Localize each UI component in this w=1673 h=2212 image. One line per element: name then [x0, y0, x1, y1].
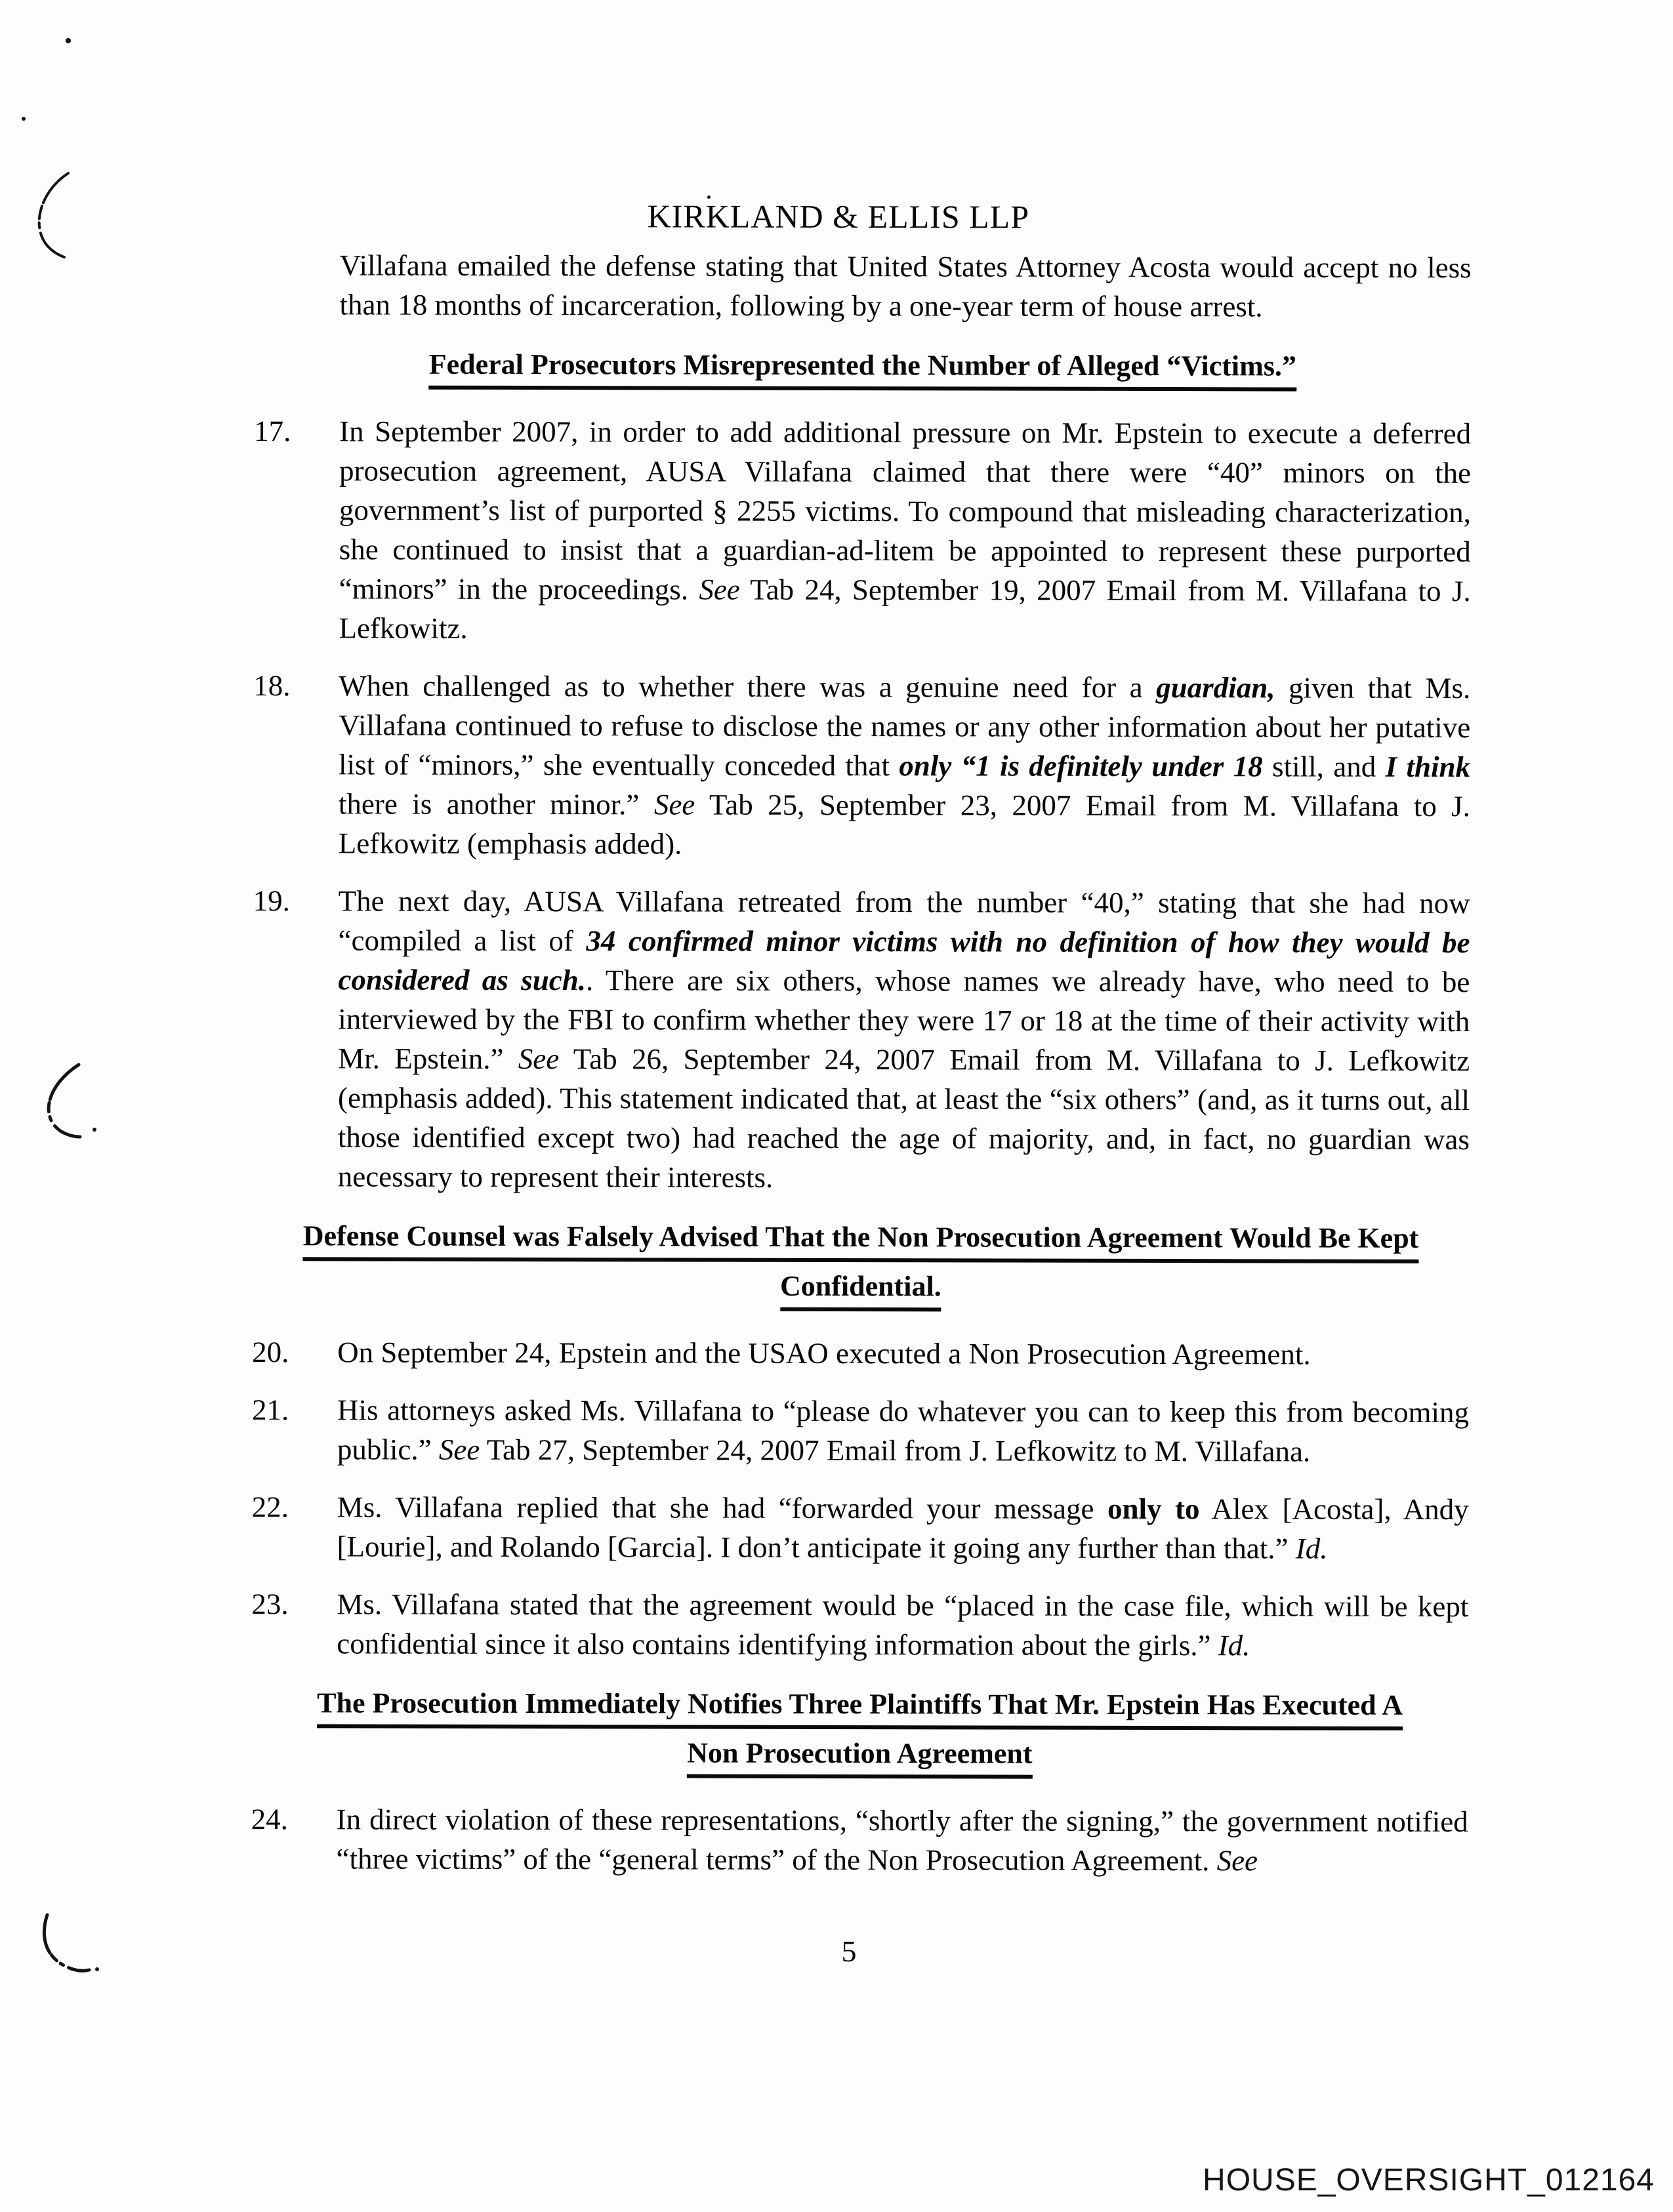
page-number: 5 [841, 1935, 857, 1968]
heading-notifies [251, 1683, 1468, 1784]
bates-number: HOUSE_OVERSIGHT_012164 [1203, 2163, 1655, 2198]
paragraph-text: Ms. Villafana replied that she had “forwarded your message only to Alex [Acosta], Andy [Lourie], and Rolando [Garcia]. I don’t anticipate it going any further than that.” Id. [337, 1490, 1469, 1565]
paragraph-text: When challenged as to whether there was a genuine need for a guardian, given that Ms. Villafana continued to refuse to disclose the names or any other information about her putative list of “minors,” she eventually conceded that only “1 is definitely under 18 still, and I think there is another minor.” See Tab 25, September 23, 2007 Email from M. Villafana to J. Lefkowitz (emphasis added). [338, 669, 1471, 861]
paragraph-number: 19. [253, 884, 290, 918]
paragraph-text: The next day, AUSA Villafana retreated from the number “40,” stating that she had now “compiled a list of 34 confirmed minor victims with no definition of how they would be considered as such.. There are six others, whose names we already have, who need to be interviewed by the FBI to confirm whether they were 17 or 18 at the time of their activity with Mr. Epstein.” See Tab 26, September 24, 2007 Email from M. Villafana to J. Lefkowitz (emphasis added). This statement indicated that, at least the “six others” (and, as it turns out, all those identified except two) had reached the age of majority, and, in fact, no guardian was necessary to represent their interests. [337, 884, 1470, 1194]
intro-text: Villafana emailed the defense stating that United States Attorney Acosta would accept no less than 18 months of incarceration, following by a one-year term of house arrest. [339, 249, 1472, 323]
heading-line: Confidential. [780, 1267, 941, 1312]
paragraph-number: 21. [251, 1393, 289, 1427]
paragraph-text: In September 2007, in order to add additional pressure on Mr. Epstein to execute a deferred prosecution agreement, AUSA Villafana claimed that there were “40” minors on the government’s list of purported § 2255 victims. To compound that misleading characterization, she continued to insist that a guardian-ad-litem be appointed to represent these purported “minors” in the proceedings. See Tab 24, September 19, 2007 Email from M. Villafana to J. Lefkowitz. [339, 415, 1472, 645]
paragraph-text: On September 24, Epstein and the USAO executed a Non Prosecution Agreement. [337, 1336, 1311, 1371]
paragraph-23 [251, 1584, 1468, 1666]
paragraph-number: 22. [251, 1490, 289, 1524]
paragraph-22 [252, 1487, 1469, 1568]
paragraph-20 [252, 1332, 1469, 1374]
heading-line: The Prosecution Immediately Notifies Three Plaintiffs That Mr. Epstein Has Executed A [317, 1683, 1403, 1730]
paragraph-text: Ms. Villafana stated that the agreement would be “placed in the case file, which will be kept confidential since it also contains identifying information about the girls.” Id. [337, 1587, 1469, 1662]
paragraph-19 [253, 881, 1470, 1198]
letterhead: KIRKLAND & ELLIS LLP [647, 197, 1030, 236]
paragraph-number: 23. [251, 1587, 289, 1621]
paragraph-text: His attorneys asked Ms. Villafana to “please do whatever you can to keep this from becoming public.” See Tab 27, September 24, 2007 Email from J. Lefkowitz to M. Villafana. [337, 1393, 1470, 1468]
paragraph-24 [251, 1799, 1468, 1881]
heading-victims [254, 344, 1471, 396]
intro-paragraph [339, 245, 1471, 327]
paragraph-18 [253, 666, 1471, 865]
heading-line: Defense Counsel was Falsely Advised That the Non Prosecution Agreement Would Be Kept [303, 1216, 1419, 1263]
paragraph-21 [252, 1390, 1469, 1471]
heading-confidential [252, 1216, 1469, 1317]
heading-line: Federal Prosecutors Misrepresented the Number of Alleged “Victims.” [429, 345, 1296, 392]
heading-line: Non Prosecution Agreement [687, 1734, 1032, 1779]
paragraph-number: 17. [254, 415, 291, 448]
paragraph-17 [253, 411, 1471, 650]
paragraph-number: 20. [252, 1336, 289, 1369]
paragraph-text: In direct violation of these representations, “shortly after the signing,” the government notified “three victims” of the “general terms” of the Non Prosecution Agreement. See [336, 1803, 1468, 1877]
paragraph-number: 18. [253, 669, 291, 703]
paragraph-number: 24. [251, 1803, 289, 1836]
